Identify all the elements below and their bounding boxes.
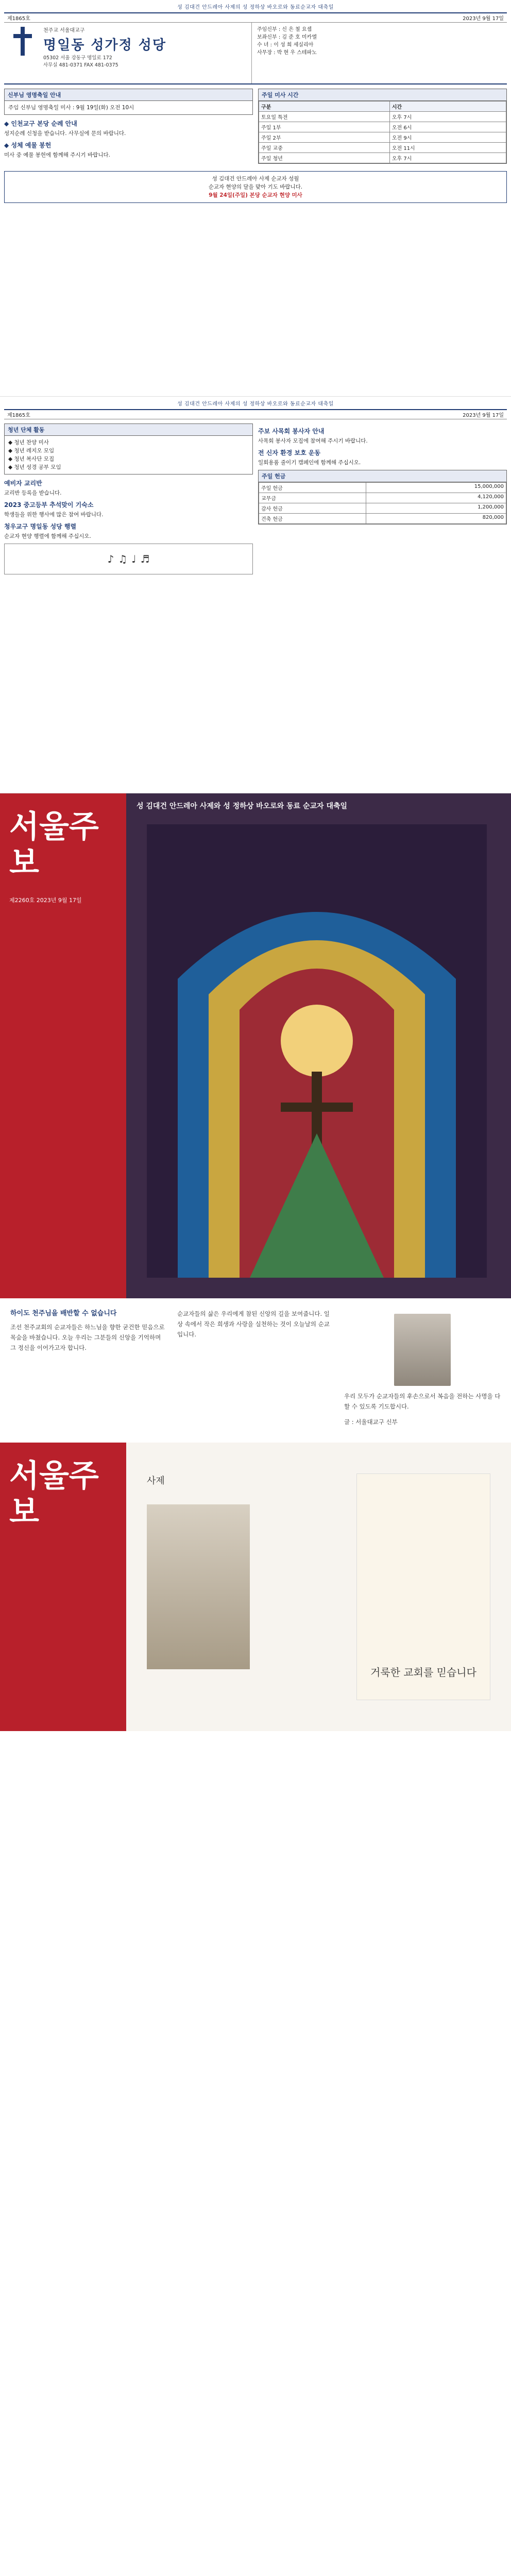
table-cell: 오전 6시: [389, 122, 506, 132]
article-column: [177, 1309, 334, 1432]
magazine-spread-2: [0, 1443, 511, 1731]
table-row: [259, 143, 506, 153]
poster: [356, 1473, 490, 1700]
staff-line: 보좌신부 : 김 준 호 미카엘: [257, 35, 317, 40]
masthead-left: [4, 23, 251, 83]
martyr-notice: [4, 171, 507, 203]
table-cell: 15,000,000: [366, 483, 506, 493]
spread-title: 사제: [147, 1476, 165, 1486]
magazine: [0, 793, 511, 1731]
table-row: [259, 514, 506, 524]
table-cell: 820,000: [366, 514, 506, 524]
issue-number: 제1865호: [7, 413, 30, 418]
table-cell: 감사 헌금: [259, 503, 366, 514]
article-column: [10, 1309, 167, 1432]
table-row: [259, 493, 506, 503]
article-column: [344, 1309, 501, 1432]
table-header: 구분: [259, 101, 390, 112]
box-body: 주임 신부님 영명축일 미사 : 9월 19일(화) 오전 10시: [8, 105, 134, 111]
offering-box: [258, 470, 507, 524]
box-title: 청년 단체 활동: [5, 424, 252, 436]
table-cell: 오후 7시: [389, 153, 506, 163]
list-item: ◆ 청년 성경 공부 모임: [8, 464, 61, 470]
hymn-notation: [4, 544, 253, 574]
section-text: 성지순례 신청을 받습니다. 사무실에 문의 바랍니다.: [4, 130, 126, 137]
stained-glass-image: [147, 824, 487, 1278]
cover-right-panel: [126, 793, 511, 1298]
cover-left-panel: [0, 793, 126, 1298]
staff-line: 수 녀 : 이 성 희 세실리아: [257, 42, 314, 48]
section-title: 청우교구 명일동 성당 행렬: [4, 523, 77, 530]
section-text: 사목회 봉사자 모집에 참여해 주시기 바랍니다.: [258, 438, 368, 444]
music-note-icon: ♬: [140, 553, 150, 565]
notice-highlight: 9월 24일(주일) 본당 순교자 현양 미사: [209, 192, 302, 198]
table-cell: 오전 9시: [389, 132, 506, 143]
money-table-title: 주일 헌금: [259, 470, 506, 482]
list-item: ◆ 청년 찬양 미사: [8, 439, 49, 446]
section-title: ◆ 성체 예물 봉헌: [4, 142, 52, 149]
section-title: 2023 중고등부 추석맞이 기숙소: [4, 501, 94, 509]
sheet1-columns: [4, 84, 507, 168]
table-cell: 오후 7시: [389, 112, 506, 122]
staff-line: 사무장 : 박 현 우 스테파노: [257, 50, 317, 56]
magazine-cover: [0, 793, 511, 1298]
list-item: ◆ 청년 레지오 모임: [8, 448, 55, 454]
table-cell: 교무금: [259, 493, 366, 503]
article-title: 하이도 천주님을 배반할 수 없습니다: [10, 1310, 117, 1317]
cover-headline: 성 김대건 안드레아 사제와 성 정하상 바오로와 동료 순교자 대축일: [137, 802, 348, 810]
church-tel: 사무실 481-0371 FAX 481-0375: [43, 62, 118, 68]
youth-box: [4, 423, 253, 474]
table-row: [259, 122, 506, 132]
issue-meta: [4, 410, 507, 419]
table-cell: 주일 2부: [259, 132, 390, 143]
section-text: 순교자 현양 행렬에 함께해 주십시오.: [4, 533, 91, 539]
mass-schedule-box: [258, 89, 507, 164]
bulletin-sheet-1: [0, 0, 511, 397]
sheet1-right-column: [258, 89, 507, 168]
table-cell: 주일 청년: [259, 153, 390, 163]
section-title: 예비자 교리반: [4, 480, 42, 487]
section-text: 미사 중 예물 봉헌에 함께해 주시기 바랍니다.: [4, 152, 110, 158]
list-item: ◆ 청년 복사단 모집: [8, 456, 55, 462]
table-cell: 토요일 특전: [259, 112, 390, 122]
notice-line: 성 김대건 안드레아 사제 순교자 성월: [212, 176, 299, 182]
cross-logo-icon: [7, 26, 38, 57]
diocese-name: 천주교 서울대교구: [43, 28, 85, 33]
issue-date: 2023년 9월 17일: [463, 16, 504, 22]
mass-table: [259, 101, 506, 163]
feast-notice-box: [4, 89, 253, 115]
poster-title: 거룩한 교회를 믿습니다: [370, 1666, 476, 1679]
section-text: 일회용품 줄이기 캠페인에 함께해 주십시오.: [258, 460, 361, 466]
section-text: 교리반 등록을 받습니다.: [4, 490, 62, 496]
section-text: 학생들을 위한 행사에 많은 참여 바랍니다.: [4, 512, 104, 518]
table-row: [259, 483, 506, 493]
sheet-banner: 성 김대건 안드레아 사제의 성 정하상 바오로와 동료순교자 대축일: [4, 0, 507, 13]
author-portrait: [394, 1314, 451, 1386]
sheet1-left-column: [4, 89, 253, 168]
money-table: [259, 482, 506, 524]
section-title: 주보 사목회 봉사자 안내: [258, 428, 325, 435]
table-row: [259, 112, 506, 122]
table-cell: 주일 1부: [259, 122, 390, 132]
issue-meta: [4, 13, 507, 23]
sheet2-right-column: [258, 423, 507, 574]
bulletin-sheet-2: [0, 397, 511, 793]
table-row: [259, 503, 506, 514]
table-cell: 4,120,000: [366, 493, 506, 503]
section-title: 전 신자 환경 보호 운동: [258, 449, 321, 456]
magazine-logo: 서울주보: [9, 809, 99, 881]
sheet-banner: 성 김대건 안드레아 사제의 성 정하상 바오로와 동료순교자 대축일: [4, 397, 507, 410]
music-note-icon: ♪: [107, 553, 114, 565]
spread-right-panel: [126, 1443, 511, 1731]
table-cell: 건축 헌금: [259, 514, 366, 524]
article-text: 우리 모두가 순교자들의 후손으로서 복음을 전하는 사명을 다할 수 있도록 기도합시다.: [344, 1393, 501, 1410]
issue-date: 2023년 9월 17일: [463, 413, 504, 418]
church-name: 명일동 성가정 성당: [43, 38, 167, 53]
magazine-logo: 서울주보: [9, 1458, 99, 1530]
issue-number: 제1865호: [7, 16, 30, 22]
spread-image: [147, 1504, 250, 1669]
author-credit: 글 : 서울대교구 신부: [344, 1418, 398, 1426]
music-note-icon: ♫: [118, 553, 128, 565]
notice-line: 순교자 현양의 달을 맞아 기도 바랍니다.: [208, 184, 303, 190]
masthead: [4, 23, 507, 84]
cover-date: 제2260호 2023년 9월 17일: [9, 897, 82, 904]
box-body: [5, 436, 252, 474]
staff-line: 주임신부 : 신 은 철 요셉: [257, 27, 312, 32]
section-title: ◆ 인천교구 본당 순례 안내: [4, 120, 77, 127]
table-cell: 1,200,000: [366, 503, 506, 514]
box-title: 신부님 영명축일 안내: [5, 89, 252, 101]
spread-left-panel: [0, 1443, 126, 1731]
article-text: 조선 천주교회의 순교자들은 하느님을 향한 굳건한 믿음으로 목숨을 바쳤습니다. 오늘 우리는 그분들의 신앙을 기억하며 그 정신을 이어가고자 합니다.: [10, 1324, 165, 1351]
table-cell: 오전 11시: [389, 143, 506, 153]
table-cell: 주일 헌금: [259, 483, 366, 493]
sheet2-left-column: [4, 423, 253, 574]
church-address: 05302 서울 강동구 명일로 172: [43, 55, 112, 61]
staff-list: [251, 23, 507, 83]
mass-table-title: 주일 미사 시간: [259, 89, 506, 101]
table-row: [259, 132, 506, 143]
table-row: [259, 153, 506, 163]
sheet2-columns: [4, 419, 507, 574]
article-text: 순교자들의 삶은 우리에게 참된 신앙의 길을 보여줍니다. 일상 속에서 작은 희생과 사랑을 실천하는 것이 오늘날의 순교입니다.: [177, 1310, 330, 1338]
masthead-text: [43, 26, 248, 80]
table-cell: 주일 교중: [259, 143, 390, 153]
music-note-icon: ♩: [131, 553, 137, 565]
table-header: 시간: [389, 101, 506, 112]
magazine-article: [0, 1298, 511, 1443]
